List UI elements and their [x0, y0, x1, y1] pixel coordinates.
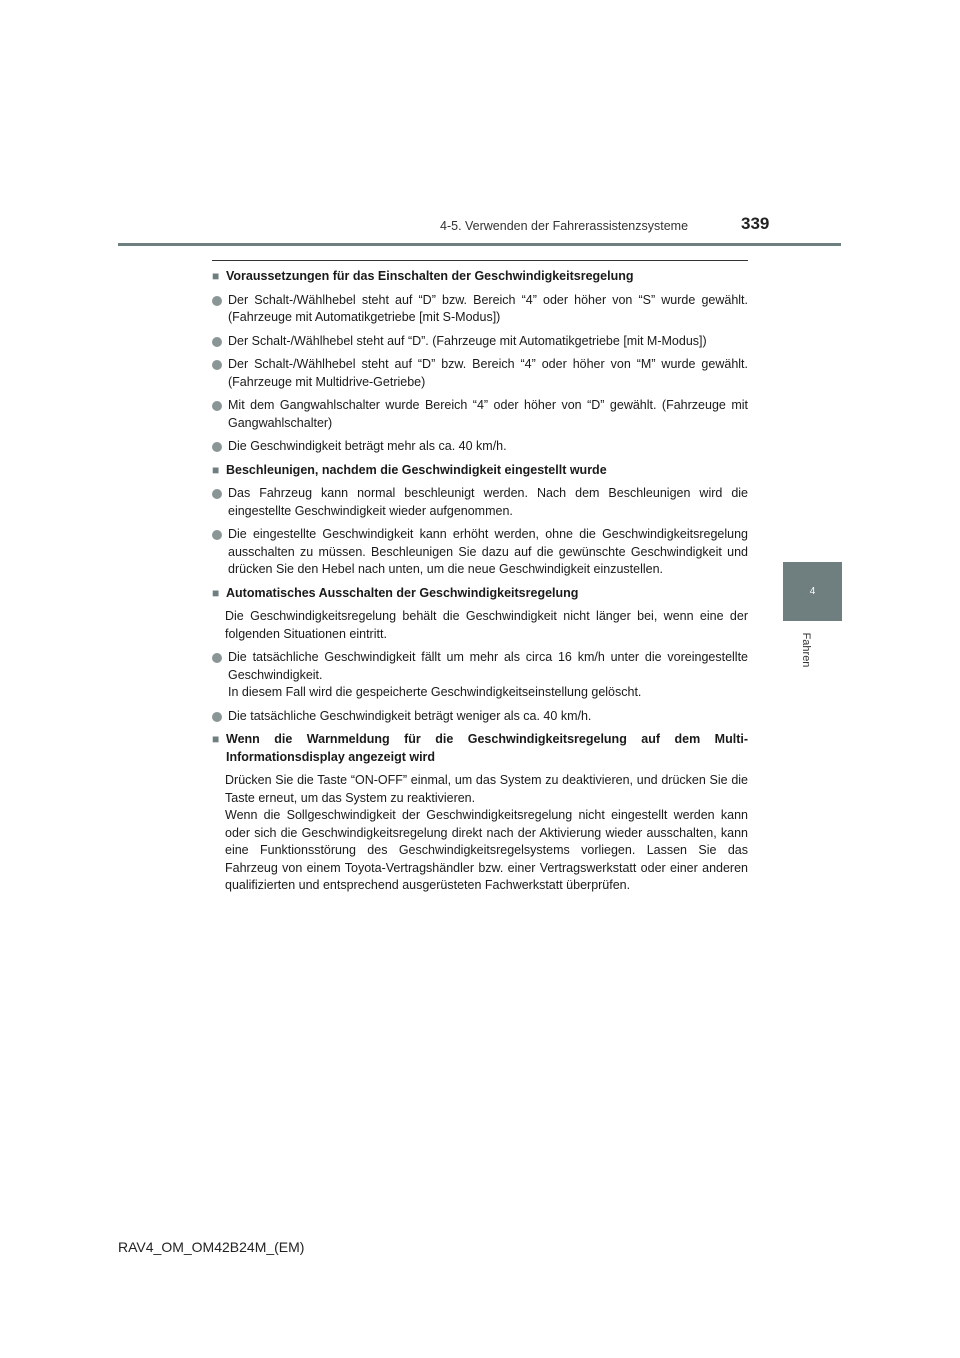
chapter-tab — [783, 562, 842, 621]
square-bullet-icon — [212, 731, 226, 766]
section-heading — [212, 585, 748, 603]
circle-bullet-icon — [212, 653, 222, 663]
section-heading-text: Voraussetzungen für das Einschalten der Geschwindigkeitsregelung — [226, 269, 634, 283]
circle-bullet-icon — [212, 337, 222, 347]
header-divider — [118, 243, 841, 246]
page-number: 339 — [741, 214, 770, 233]
content-divider — [212, 260, 748, 261]
list-item-text: Das Fahrzeug kann normal beschleunigt werden. Nach dem Beschleunigen wird die eingestellte Geschwindigkeit wieder aufgenommen. — [228, 486, 748, 518]
circle-bullet-icon — [212, 530, 222, 540]
section-intro: Die Geschwindigkeitsregelung behält die Geschwindigkeit nicht länger bei, wenn eine der folgenden Situationen eintritt. — [225, 609, 748, 641]
circle-bullet-icon — [212, 442, 222, 452]
list-item — [212, 292, 748, 327]
list-item-text: Mit dem Gangwahlschalter wurde Bereich “4” oder höher von “D” gewählt. (Fahrzeuge mit Gangwahlschalter) — [228, 398, 748, 430]
list-item-text — [228, 649, 748, 702]
square-bullet-icon — [212, 585, 226, 603]
list-item-text: Der Schalt-/Wählhebel steht auf “D”. (Fahrzeuge mit Automatikgetriebe [mit M-Modus]) — [228, 333, 707, 348]
circle-bullet-icon — [212, 712, 222, 722]
list-item — [212, 356, 748, 391]
circle-bullet-icon — [212, 296, 222, 306]
list-item-note: In diesem Fall wird die gespeicherte Geschwindigkeitseinstellung gelöscht. — [228, 685, 642, 699]
section-paragraph: Wenn die Sollgeschwindigkeit der Geschwindigkeitsregelung nicht eingestellt werden kann oder sich die Geschwindigkeitsregelung direkt nach der Aktivierung wieder ausschalten, kann eine Funktionsstörung des Geschwindigkeitsregelsystems vorliegen. Lassen Sie das Fahrzeug von einem Toyota-Vertragshändler bzw. einer Vertragswerkstatt oder einer anderen qualifizierten und entsprechend ausgerüsteten Fachwerkstatt überprüfen. — [225, 808, 748, 892]
list-item-text: Die tatsächliche Geschwindigkeit beträgt weniger als ca. 40 km/h. — [228, 708, 592, 723]
list-item — [212, 333, 748, 351]
list-item — [212, 708, 748, 726]
chapter-number: 4 — [809, 586, 816, 597]
circle-bullet-icon — [212, 489, 222, 499]
list-item — [212, 649, 748, 702]
square-bullet-icon — [212, 268, 226, 286]
section-heading-text: Beschleunigen, nachdem die Geschwindigkeit eingestellt wurde — [226, 462, 607, 477]
list-item-main: Die tatsächliche Geschwindigkeit fällt um mehr als circa 16 km/h unter die voreingestellte Geschwindigkeit. — [228, 650, 748, 682]
section-heading — [212, 462, 748, 480]
list-item-text: Der Schalt-/Wählhebel steht auf “D” bzw. Bereich “4” oder höher von “M” wurde gewählt. (Fahrzeuge mit Multidrive-Getriebe) — [228, 357, 748, 389]
list-item — [212, 485, 748, 520]
list-item-text: Der Schalt-/Wählhebel steht auf “D” bzw. Bereich “4” oder höher von “S” wurde gewählt. (Fahrzeuge mit Automatikgetriebe [mit S-Modus]) — [228, 292, 748, 324]
page-content — [212, 266, 748, 901]
section-heading-text: Wenn die Warnmeldung für die Geschwindigkeitsregelung auf dem Multi-Informationsdisplay angezeigt wird — [226, 732, 748, 764]
section-paragraph: Drücken Sie die Taste “ON-OFF” einmal, um das System zu deaktivieren, und drücken Sie die Taste erneut, um das System zu reaktivieren. — [225, 773, 748, 805]
header-section-title: 4-5. Verwenden der Fahrerassistenzsysteme — [440, 219, 689, 233]
chapter-label: Fahren — [800, 632, 812, 668]
list-item-text: Die eingestellte Geschwindigkeit kann erhöht werden, ohne die Geschwindigkeitsregelung ausschalten zu müssen. Beschleunigen Sie dazu auf die gewünschte Geschwindigkeit und drücken Sie den Hebel nach unten, um die neue Geschwindigkeit einzustellen. — [228, 527, 748, 576]
square-bullet-icon — [212, 462, 226, 480]
circle-bullet-icon — [212, 360, 222, 370]
list-item-text: Die Geschwindigkeit beträgt mehr als ca. 40 km/h. — [228, 439, 507, 453]
section-heading-text: Automatisches Ausschalten der Geschwindigkeitsregelung — [226, 585, 579, 600]
list-item — [212, 526, 748, 579]
section-heading — [212, 731, 748, 766]
list-item — [212, 397, 748, 432]
list-item — [212, 438, 748, 456]
circle-bullet-icon — [212, 401, 222, 411]
section-heading — [212, 268, 748, 286]
document-code: RAV4_OM_OM42B24M_(EM) — [118, 1239, 305, 1255]
